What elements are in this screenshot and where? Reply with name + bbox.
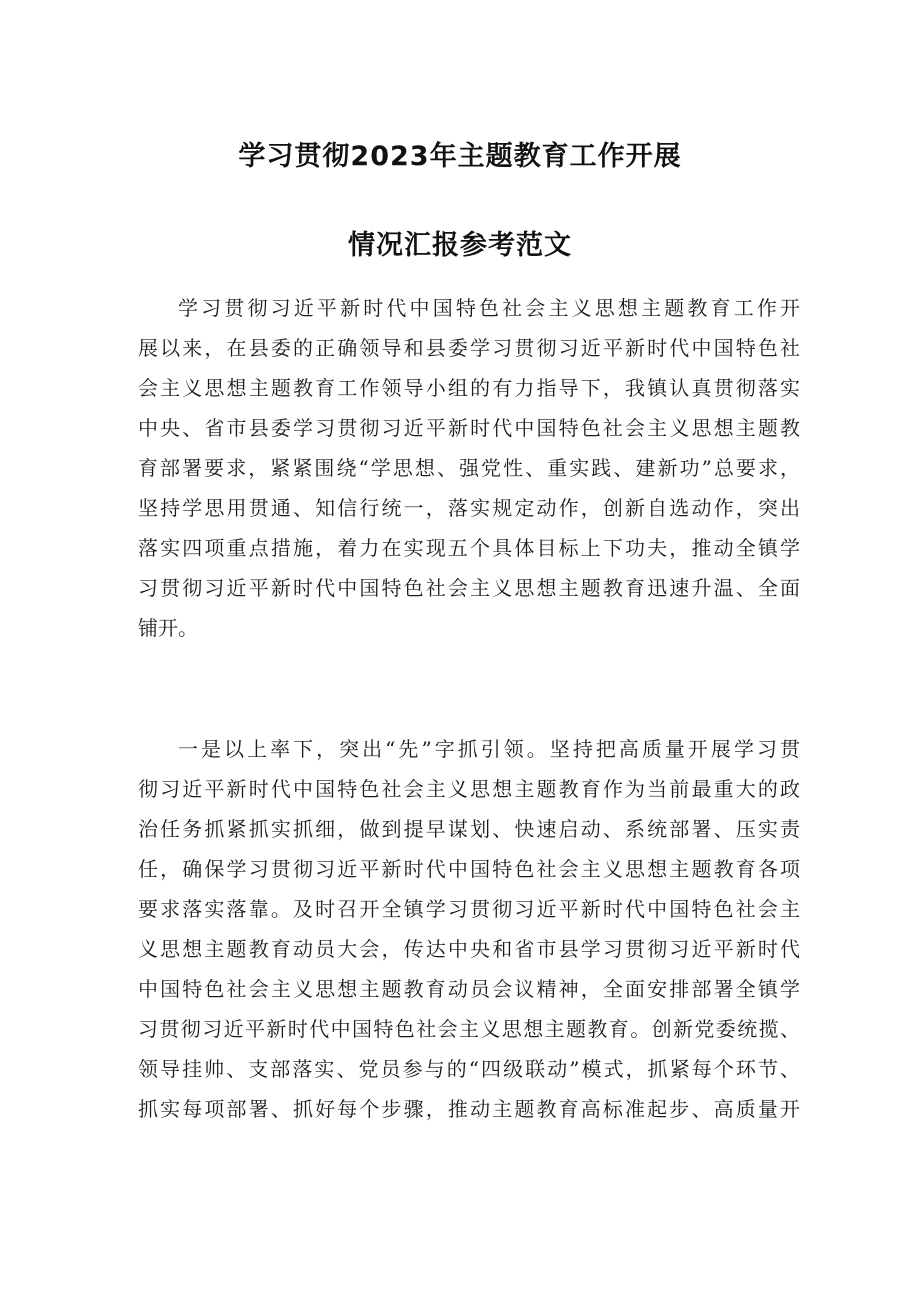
document-title-line-1: 学习贯彻2023年主题教育工作开展 [238,141,682,172]
text-line: 中央、省市县委学习贯彻习近平新时代中国特色社会主义思想主题教 [138,416,800,440]
text-line: 要求落实落靠。及时召开全镇学习贯彻习近平新时代中国特色社会主 [138,897,800,921]
paragraph-first-point [138,729,800,1129]
text-line: 会主义思想主题教育工作领导小组的有力指导下，我镇认真贯彻落实 [138,376,800,400]
text-line: 坚持学思用贯通、知信行统一，落实规定动作，创新自选动作，突出 [138,496,800,520]
paragraph-intro [138,288,800,648]
text-line: 治任务抓紧抓实抓细，做到提早谋划、快速启动、系统部署、压实责 [138,817,800,841]
text-line: 义思想主题教育动员大会，传达中央和省市县学习贯彻习近平新时代 [138,937,800,961]
text-line: 抓实每项部署、抓好每个步骤，推动主题教育高标准起步、高质量开 [138,1097,800,1121]
text-line: 彻习近平新时代中国特色社会主义思想主题教育作为当前最重大的政 [138,777,800,801]
text-line: 一是以上率下，突出“先”字抓引领。坚持把高质量开展学习贯 [178,737,800,761]
text-line: 展以来，在县委的正确领导和县委学习贯彻习近平新时代中国特色社 [138,336,800,360]
text-line: 习贯彻习近平新时代中国特色社会主义思想主题教育。创新党委统揽、 [138,1017,800,1041]
text-line: 落实四项重点措施，着力在实现五个具体目标上下功夫，推动全镇学 [138,536,800,560]
text-line: 习贯彻习近平新时代中国特色社会主义思想主题教育迅速升温、全面 [138,576,800,600]
text-line: 学习贯彻习近平新时代中国特色社会主义思想主题教育工作开 [178,296,800,320]
text-line: 领导挂帅、支部落实、党员参与的“四级联动”模式，抓紧每个环节、 [138,1057,800,1081]
text-line: 育部署要求，紧紧围绕“学思想、强党性、重实践、建新功”总要求， [138,456,800,480]
text-line: 中国特色社会主义思想主题教育动员会议精神，全面安排部署全镇学 [138,977,800,1001]
text-line: 铺开。 [138,616,198,640]
document-title-line-2: 情况汇报参考范文 [348,230,572,261]
text-line: 任，确保学习贯彻习近平新时代中国特色社会主义思想主题教育各项 [138,857,800,881]
